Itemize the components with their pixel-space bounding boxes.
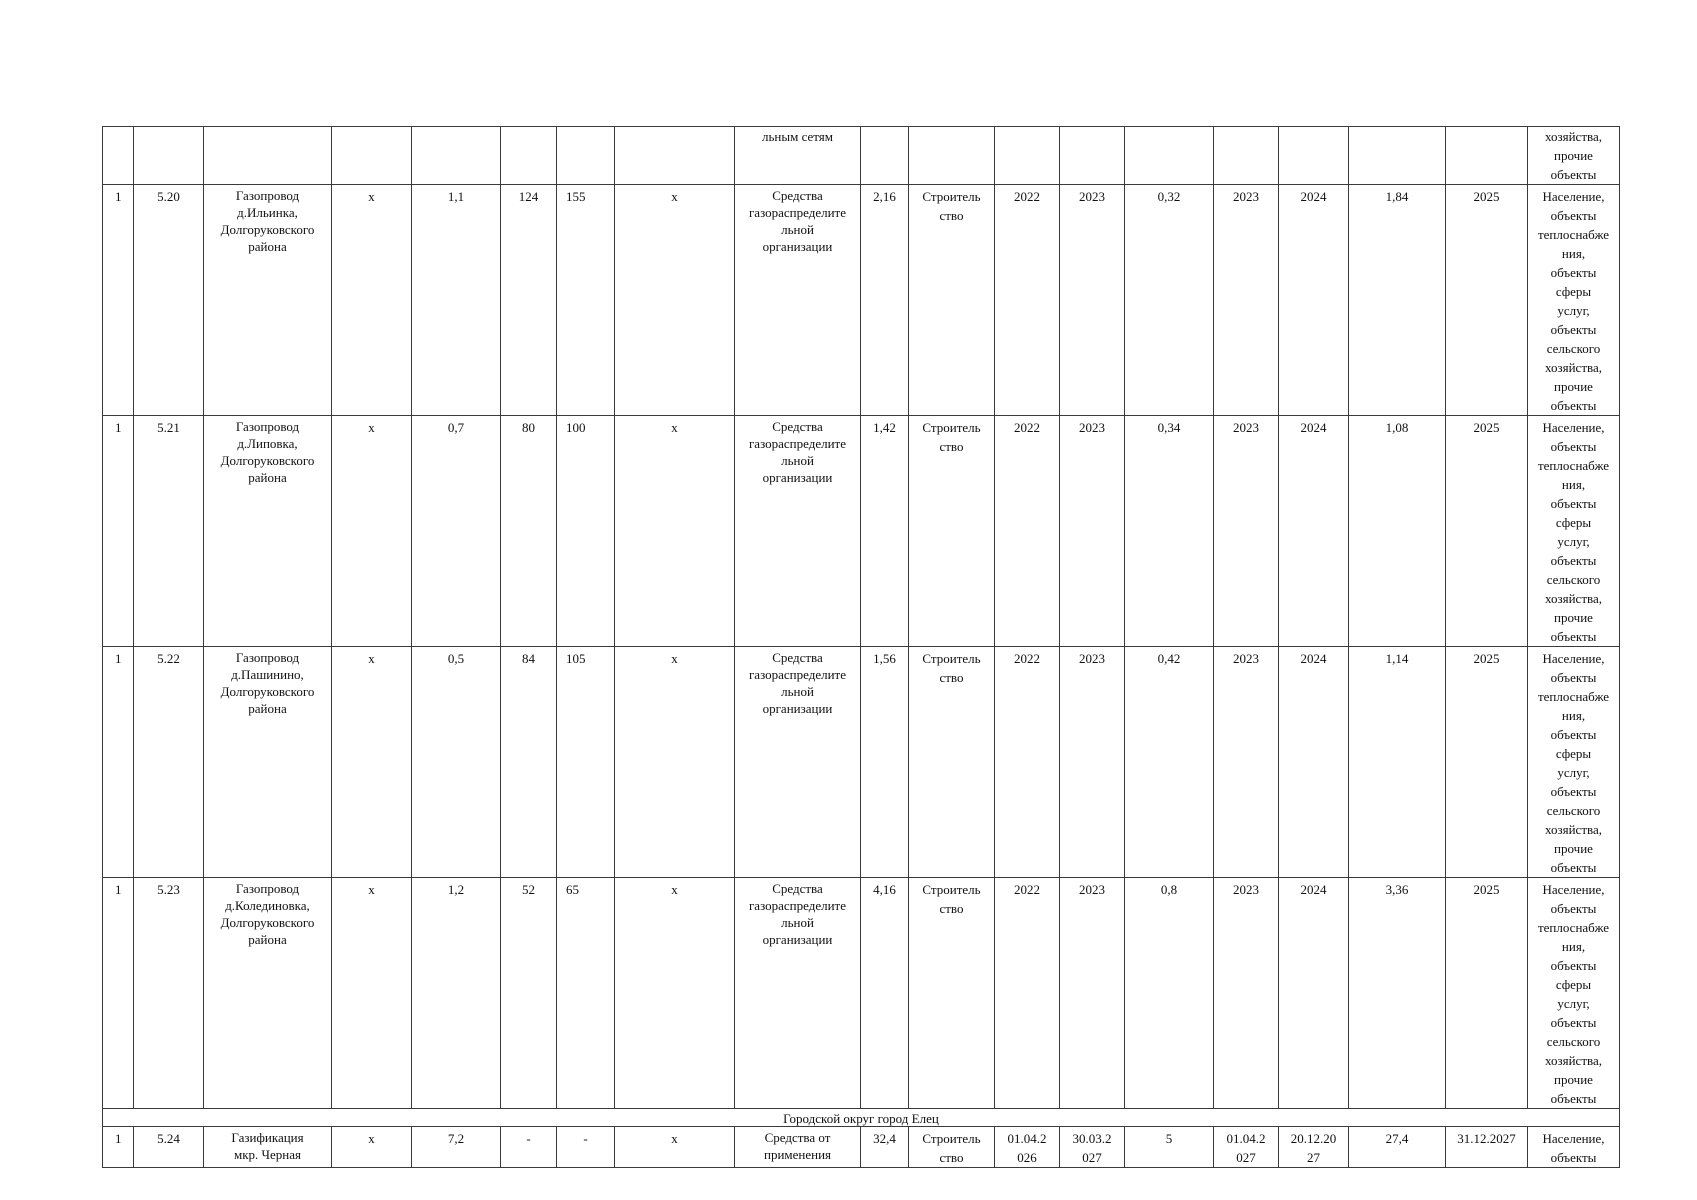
value-cell: 1,14 [1349, 647, 1446, 878]
cell: х [332, 1127, 412, 1168]
cell: - [501, 1127, 557, 1168]
date-cell: 2024 [1279, 185, 1349, 416]
work-type-cell: Строитель ство [909, 185, 995, 416]
source-cell: Средства от применения [735, 1127, 861, 1168]
source-cell: льным сетям [735, 127, 861, 185]
table-row [103, 1127, 1620, 1168]
consumers-cell: хозяйства, прочие объекты [1528, 127, 1620, 185]
consumers-cell: Население, объекты теплоснабже ния, объекты сферы услуг, объекты сельского хозяйства, прочие объекты [1528, 416, 1620, 647]
row-number: 1 [103, 416, 134, 647]
row-number: 1 [103, 878, 134, 1109]
date-cell: 2022 [995, 416, 1060, 647]
cell: х [332, 647, 412, 878]
cell: 1,2 [412, 878, 501, 1109]
value-cell: 1,84 [1349, 185, 1446, 416]
date-cell: 2022 [995, 647, 1060, 878]
table-row [103, 416, 1620, 647]
value-cell: 3,36 [1349, 878, 1446, 1109]
item-code: 5.24 [134, 1127, 204, 1168]
date-cell: 2023 [1060, 416, 1125, 647]
section-title: Городской округ город Елец [103, 1109, 1620, 1127]
section-row [103, 1109, 1620, 1127]
date-cell: 2022 [995, 878, 1060, 1109]
value-cell: 1,08 [1349, 416, 1446, 647]
object-name: Газопровод д.Колединовка, Долгоруковского района [204, 878, 332, 1109]
date-cell: 2023 [1060, 878, 1125, 1109]
object-name: Газификация мкр. Черная [204, 1127, 332, 1168]
date-cell: 01.04.2 026 [995, 1127, 1060, 1168]
value-cell: 5 [1125, 1127, 1214, 1168]
date-cell: 2024 [1279, 647, 1349, 878]
cost-cell: 1,42 [861, 416, 909, 647]
cell: х [615, 878, 735, 1109]
work-type-cell: Строитель ство [909, 416, 995, 647]
value-cell: 0,32 [1125, 185, 1214, 416]
value-cell: 27,4 [1349, 1127, 1446, 1168]
cell: 65 [557, 878, 615, 1109]
cell: х [615, 647, 735, 878]
item-code: 5.22 [134, 647, 204, 878]
cell: 80 [501, 416, 557, 647]
object-name: Газопровод д.Ильинка, Долгоруковского района [204, 185, 332, 416]
row-number: 1 [103, 647, 134, 878]
value-cell: 0,42 [1125, 647, 1214, 878]
cell: 0,5 [412, 647, 501, 878]
consumers-cell: Население, объекты теплоснабже ния, объекты сферы услуг, объекты сельского хозяйства, прочие объекты [1528, 185, 1620, 416]
cell: 84 [501, 647, 557, 878]
date-cell: 30.03.2 027 [1060, 1127, 1125, 1168]
cell: 100 [557, 416, 615, 647]
source-cell: Средства газораспределите льной организации [735, 647, 861, 878]
document-table [102, 126, 1620, 1168]
date-cell: 2023 [1060, 185, 1125, 416]
work-type-cell: Строитель ство [909, 878, 995, 1109]
date-cell: 2023 [1214, 647, 1279, 878]
date-cell: 2025 [1446, 185, 1528, 416]
table-row [103, 185, 1620, 416]
cost-cell: 4,16 [861, 878, 909, 1109]
date-cell: 2025 [1446, 416, 1528, 647]
work-type-cell: Строитель ство [909, 1127, 995, 1168]
date-cell: 2025 [1446, 647, 1528, 878]
date-cell: 01.04.2 027 [1214, 1127, 1279, 1168]
table-row [103, 878, 1620, 1109]
cost-cell: 2,16 [861, 185, 909, 416]
date-cell: 2023 [1060, 647, 1125, 878]
item-code: 5.21 [134, 416, 204, 647]
date-cell: 20.12.20 27 [1279, 1127, 1349, 1168]
cell: х [332, 878, 412, 1109]
row-number: 1 [103, 185, 134, 416]
cost-cell: 32,4 [861, 1127, 909, 1168]
cell: х [332, 185, 412, 416]
cell: 155 [557, 185, 615, 416]
date-cell: 2023 [1214, 185, 1279, 416]
value-cell: 0,8 [1125, 878, 1214, 1109]
cell: 1,1 [412, 185, 501, 416]
consumers-cell: Население, объекты [1528, 1127, 1620, 1168]
cell: х [615, 185, 735, 416]
date-cell: 2025 [1446, 878, 1528, 1109]
cell: 0,7 [412, 416, 501, 647]
object-name: Газопровод д.Пашинино, Долгоруковского района [204, 647, 332, 878]
date-cell: 2024 [1279, 416, 1349, 647]
date-cell: 2023 [1214, 416, 1279, 647]
item-code: 5.20 [134, 185, 204, 416]
value-cell: 0,34 [1125, 416, 1214, 647]
object-name: Газопровод д.Липовка, Долгоруковского района [204, 416, 332, 647]
row-number: 1 [103, 1127, 134, 1168]
date-cell: 2024 [1279, 878, 1349, 1109]
date-cell: 2023 [1214, 878, 1279, 1109]
consumers-cell: Население, объекты теплоснабже ния, объекты сферы услуг, объекты сельского хозяйства, прочие объекты [1528, 647, 1620, 878]
cell: - [557, 1127, 615, 1168]
date-cell: 2022 [995, 185, 1060, 416]
cell: 7,2 [412, 1127, 501, 1168]
cell: 124 [501, 185, 557, 416]
source-cell: Средства газораспределите льной организации [735, 416, 861, 647]
cell: х [615, 416, 735, 647]
cell: 105 [557, 647, 615, 878]
work-type-cell: Строитель ство [909, 647, 995, 878]
source-cell: Средства газораспределите льной организации [735, 185, 861, 416]
item-code: 5.23 [134, 878, 204, 1109]
cost-cell: 1,56 [861, 647, 909, 878]
cell: 52 [501, 878, 557, 1109]
table-row [103, 127, 1620, 185]
date-cell: 31.12.2027 [1446, 1127, 1528, 1168]
table-row [103, 647, 1620, 878]
cell: х [615, 1127, 735, 1168]
consumers-cell: Население, объекты теплоснабже ния, объекты сферы услуг, объекты сельского хозяйства, прочие объекты [1528, 878, 1620, 1109]
cell: х [332, 416, 412, 647]
source-cell: Средства газораспределите льной организации [735, 878, 861, 1109]
